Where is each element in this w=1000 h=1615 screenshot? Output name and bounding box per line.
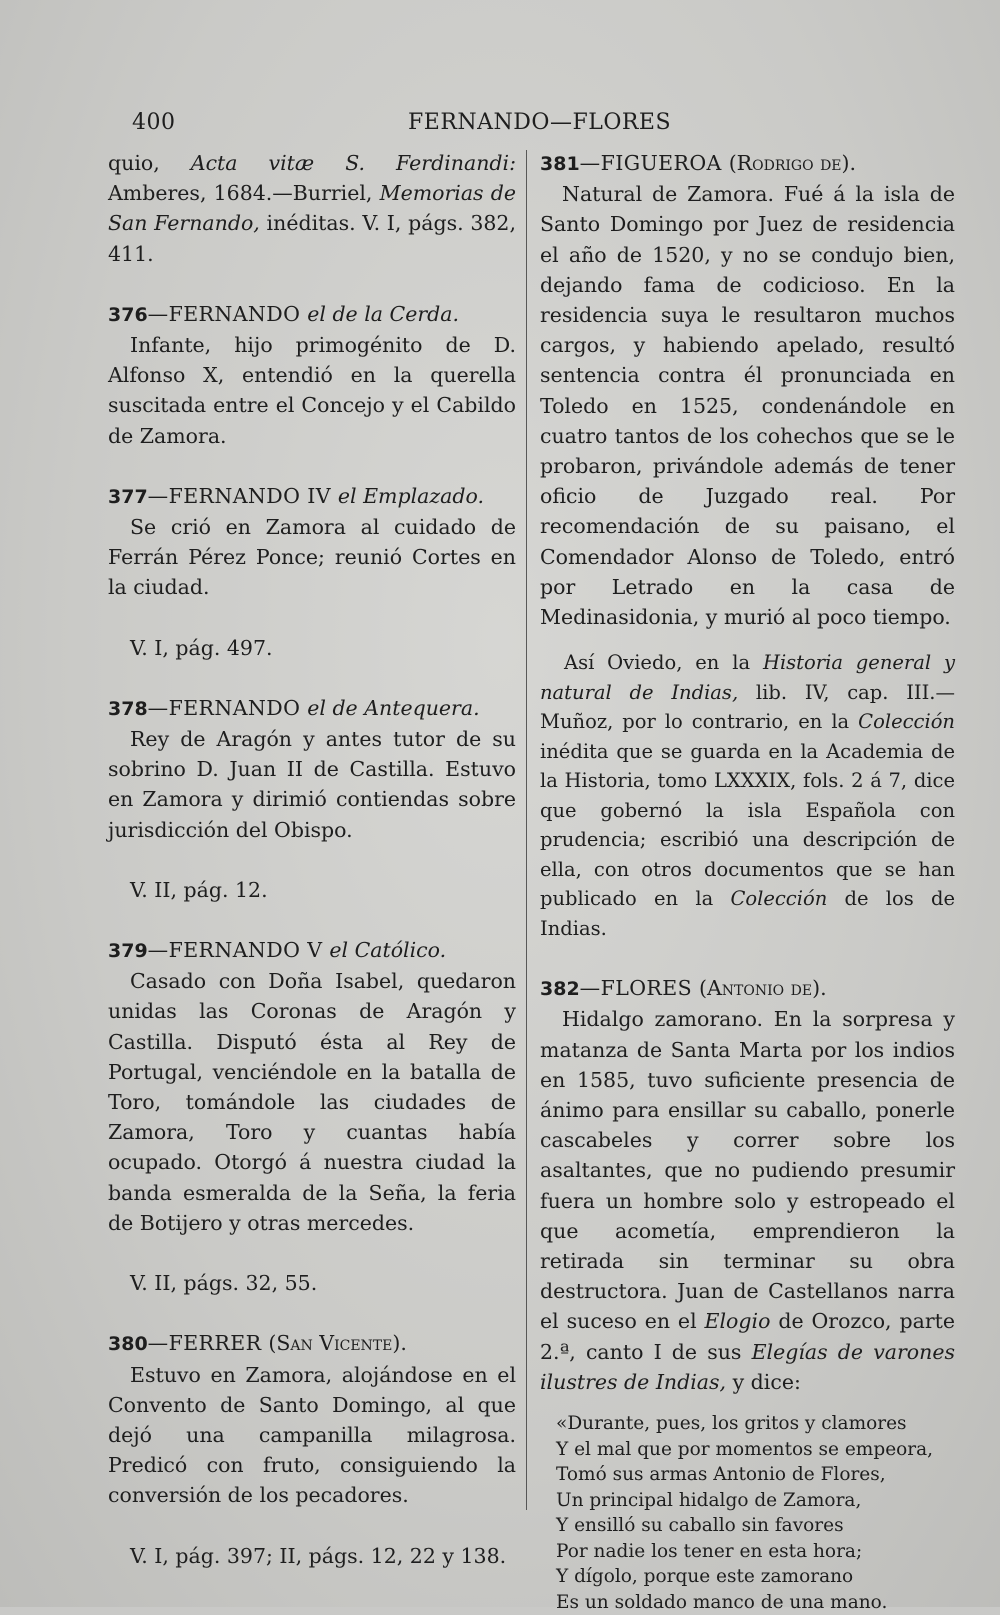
- right-column: [540, 148, 955, 1615]
- entry-reference: V. II, págs. 32, 55.: [130, 1271, 318, 1296]
- column-divider: [526, 150, 527, 1510]
- verse-line: Un principal hidalgo de Zamora,: [556, 1489, 862, 1511]
- entry-380: [108, 1328, 516, 1570]
- entry-title: 378—FERNANDO el de Antequera.: [108, 695, 480, 720]
- entry-377: [108, 481, 516, 663]
- entry-reference: V. I, pág. 497.: [130, 635, 273, 660]
- entry-376: [108, 299, 516, 451]
- verse-line: Y dígolo, porque este zamorano: [556, 1566, 854, 1588]
- page-number: 400: [132, 110, 176, 135]
- entry-text: Natural de Zamora. Fué á la isla de Santo Domingo por Juez de residencia el año de 1520, y no se condujo bien, dejando fama de codicioso. En la residencia suya le resultaron muchos cargos, y habiendo apelado, resultó sentencia contra él pronunciada en Toledo en 1525, condenándole en cuatro tantos de los cohechos que se le probaron, privándole además de tener oficio de Juzgado real. Por recomendación de su paisano, el Comendador Alonso de Toledo, entró por Letrado en la casa de Medinasidonia, y murió al poco tiempo.: [540, 182, 955, 630]
- entry-text: Rey de Aragón y antes tutor de su sobrino D. Juan II de Castilla. Estuvo en Zamora y dirimió contiendas sobre jurisdicción del Obispo.: [108, 727, 516, 842]
- entry-381: [540, 148, 955, 943]
- entry-reference: V. II, pág. 12.: [130, 877, 268, 902]
- entry-title: 382—FLORES (Antonio de).: [540, 976, 827, 1001]
- entry-text: Estuvo en Zamora, alojándose en el Convento de Santo Domingo, al que dejó una campanilla milagrosa. Predicó con fruto, consiguiendo la conversión de los pecadores.: [108, 1362, 516, 1508]
- verse-line: «Durante, pues, los gritos y clamores: [556, 1413, 907, 1435]
- entry-title: 381—FIGUEROA (Rodrigo de).: [540, 151, 857, 175]
- verse-line: Por nadie los tener en esta hora;: [556, 1540, 863, 1562]
- entry-text: Se crió en Zamora al cuidado de Ferrán Pérez Ponce; reunió Cortes en la ciudad.: [108, 515, 516, 600]
- entry-title: 379—FERNANDO V el Católico.: [108, 938, 447, 963]
- verse-line: Y ensilló su caballo sin favores: [556, 1515, 844, 1537]
- entry-reference: V. I, pág. 397; II, págs. 12, 22 y 138.: [130, 1543, 507, 1568]
- running-title: FERNANDO—FLORES: [408, 110, 672, 135]
- entry-title: 377—FERNANDO IV el Emplazado.: [108, 483, 485, 508]
- entry-378: [108, 693, 516, 905]
- page-header: [132, 110, 672, 140]
- entry-382: [540, 973, 955, 1615]
- entry-text: Casado con Doña Isabel, quedaron unidas las Coronas de Aragón y Castilla. Disputó ésta al Rey de Portugal, venciéndole en la batalla de Toro, tomándole las ciudades de Zamora, Toro y cuantas había ocupado. Otorgó á nuestra ciudad la banda esmeralda de la Seña, la feria de Botijero y otras mercedes.: [108, 969, 516, 1235]
- entry-title: 380—FERRER (San Vicente).: [108, 1331, 407, 1356]
- entry-title: 376—FERNANDO el de la Cerda.: [108, 301, 459, 326]
- verse-line: Y el mal que por momentos se empeora,: [556, 1438, 934, 1460]
- continued-reference: quio, Acta vitæ S. Ferdinandi: Amberes, 1684.—Burriel, Memorias de San Fernando, inéditas. V. I, págs. 382, 411.: [108, 151, 516, 266]
- left-column: [108, 148, 516, 1571]
- entry-note: Así Oviedo, en la Historia general y natural de Indias, lib. IV, cap. III.—Muñoz, por lo contrario, en la Colección inédita que se guarda en la Academia de la Historia, tomo LXXXIX, fols. 2 á 7, dice que gobernó la isla Española con prudencia; escribió una descripción de ella, con otros documentos que se han publicado en la Colección de los de Indias.: [540, 651, 956, 940]
- verse-line: Es un soldado manco de una mano.: [556, 1591, 888, 1613]
- entry-text: Hidalgo zamorano. En la sorpresa y matanza de Santa Marta por los indios en 1585, tuvo suficiente presencia de ánimo para ensillar su caballo, ponerle cascabeles y correr sobre los asaltantes, que no pudiendo presumir fuera un hombre solo y estropeado el que acometía, emprendieron la retirada sin terminar su obra destructora. Juan de Castellanos narra el suceso en el Elogio de Orozco, parte 2.ª, canto I de sus Elegías de varones ilustres de Indias, y dice:: [540, 1007, 955, 1394]
- verse-quote: [540, 1411, 955, 1615]
- verse-line: Tomó sus armas Antonio de Flores,: [556, 1464, 886, 1486]
- entry-379: [108, 935, 516, 1298]
- entry-text: Infante, hijo primogénito de D. Alfonso X, entendió en la querella suscitada entre el Concejo y el Cabildo de Zamora.: [108, 333, 516, 448]
